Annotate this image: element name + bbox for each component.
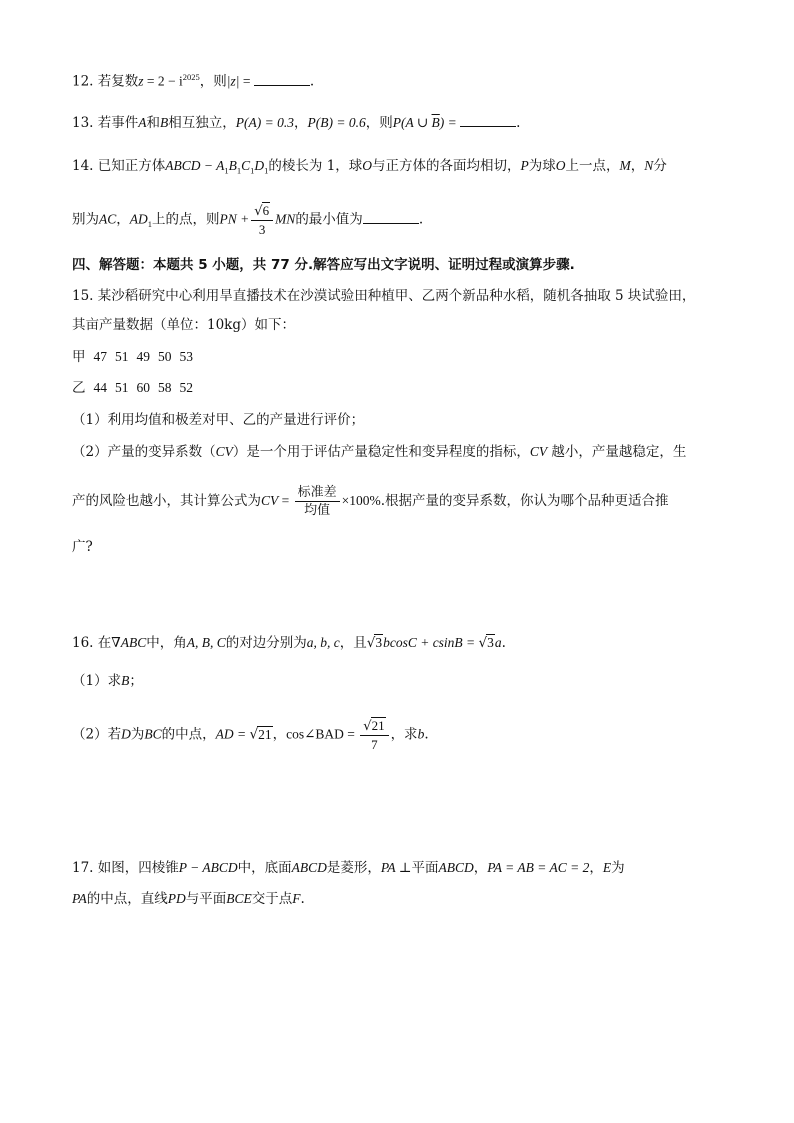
question-17-line2: [72, 889, 305, 909]
triangle-ABC: ∇ABC: [111, 635, 147, 650]
question-12: [72, 67, 314, 92]
row-label: 乙: [72, 380, 86, 396]
q17-text5: 为: [611, 860, 625, 876]
q16-text3: 的对边分别为: [225, 635, 307, 651]
data-value: 51: [115, 349, 129, 364]
q14-line2-text: 别为: [72, 211, 99, 228]
var-b: b: [417, 726, 425, 742]
q17-text3: 是菱形，: [326, 860, 381, 876]
question-16-part1: [72, 671, 143, 691]
radical-sign: √: [249, 726, 259, 743]
q16-end: .: [501, 635, 506, 651]
data-value: 58: [158, 380, 172, 395]
data-value: 44: [93, 380, 107, 395]
data-value: 52: [179, 380, 193, 395]
q12-end: .: [309, 73, 315, 90]
q17-end: .: [300, 891, 305, 907]
prob-B: P(B) = 0.6: [307, 115, 366, 130]
segment-MN: MN: [275, 211, 296, 227]
radical-sign: √: [363, 719, 372, 734]
var-N: N: [644, 158, 654, 173]
var-M: M: [619, 158, 631, 173]
expr-AD: AD =: [215, 726, 250, 742]
question-15-line2: 其亩产量数据（单位：10kg）如下：: [72, 317, 296, 333]
q12-text: 若复数: [97, 73, 139, 90]
radicand: 6: [262, 203, 270, 218]
q14-end: .: [418, 211, 424, 228]
subscript: 1: [264, 165, 269, 176]
q16-comma: ，: [272, 726, 287, 743]
row-label: 甲: [72, 349, 86, 365]
question-14-line1: [72, 156, 667, 181]
q17-comma: ，: [473, 860, 488, 876]
var-B: B: [121, 673, 130, 688]
q16-part1-text: （1）求: [72, 673, 122, 689]
sides-abc: a, b, c: [306, 635, 340, 650]
q13-text: 若事件: [97, 115, 139, 131]
segment-PA: PA: [72, 891, 87, 906]
question-15-part2-line3: 广?: [72, 539, 93, 555]
q14-text8: 的最小值为: [295, 211, 363, 228]
fraction-sqrt6-over-3: [251, 202, 273, 238]
question-number: 12.: [72, 73, 94, 90]
cv-fraction: [295, 484, 340, 519]
q16-text2: 中，角: [146, 635, 187, 651]
fraction-sqrt21-over-7: [360, 717, 388, 753]
question-17-line1: [72, 858, 625, 878]
answer-blank: [363, 211, 419, 224]
var-A: A: [138, 115, 147, 130]
radicand: 21: [258, 726, 272, 742]
q14-text6: 分: [653, 158, 667, 174]
q14-text2: 的棱长为 1，球: [268, 158, 363, 174]
section-heading: 四、解答题：本题共 5 小题，共 77 分.解答应写出文字说明、证明过程或演算步骤.: [72, 257, 575, 273]
var-B-bar: $\overline{B}$: [431, 115, 440, 130]
data-value: 51: [115, 380, 129, 395]
var-F: F: [292, 891, 301, 906]
data-value: 53: [179, 349, 193, 364]
radical-sign: √: [366, 635, 376, 651]
q12-expr: = 2 − i: [143, 73, 183, 89]
fraction-denominator: 均值: [304, 503, 331, 518]
data-value: 50: [158, 349, 172, 364]
q12-exponent: 2025: [182, 72, 200, 82]
expr-PN: PN +: [219, 211, 250, 227]
q14-comma2: ，: [116, 211, 130, 228]
cube-d: D: [254, 158, 265, 173]
var-O: O: [555, 158, 566, 173]
q16-part2-text: （2）若: [72, 726, 122, 743]
fraction-numerator: [360, 717, 388, 736]
fraction-denominator: 3: [258, 222, 266, 237]
q17-line2-text2: 与平面: [185, 891, 227, 907]
question-13: [72, 113, 520, 133]
var-D: D: [121, 726, 131, 742]
radical-sign: √: [254, 204, 263, 219]
q17-line2-text3: 交于点: [251, 891, 293, 907]
q12-eq2: =: [239, 73, 254, 89]
expr-PA-perp: PA ⊥: [380, 860, 412, 875]
var-O: O: [362, 158, 373, 173]
q12-text2: ，则: [199, 73, 227, 90]
q13-comma: ，: [294, 115, 308, 131]
q17-text4: 平面: [411, 860, 439, 876]
plane-BCE: BCE: [226, 891, 252, 906]
cube-name: ABCD − A: [165, 158, 225, 173]
subscript: 1: [147, 219, 153, 230]
question-number: 14.: [72, 158, 94, 174]
var-E: E: [602, 860, 612, 875]
radicand: 21: [371, 718, 385, 733]
q13-text3: ，则: [365, 115, 393, 131]
prob-union-pre: P(A ∪: [392, 115, 432, 130]
q17-line2-text: 的中点，直线: [86, 891, 168, 907]
q14-text4: 为球: [528, 158, 556, 174]
fraction-denominator: 7: [371, 737, 378, 752]
data-value: 60: [136, 380, 150, 395]
q14-comma: ，: [630, 158, 645, 174]
expr-cos-BAD: cos∠BAD =: [286, 726, 359, 742]
radicand: 3: [375, 635, 383, 650]
question-15-line1: 15. 某沙稻研究中心利用旱直播技术在沙漠试验田种植甲、乙两个新品种水稻，随机各抽取 5 块试验田，: [72, 288, 696, 304]
var-CV: CV: [529, 444, 548, 459]
times-100-percent: ×100%: [341, 493, 381, 508]
q16-end: .: [424, 726, 429, 743]
q15-part2-text4: .根据产量的变异系数，你认为哪个品种更适合推: [380, 493, 669, 509]
data-row-yi: [72, 378, 201, 398]
q14-text5: 上一点，: [565, 158, 620, 174]
q15-part2-text3: 越小，产量越稳定，生: [547, 444, 687, 460]
angles-ABC: A, B, C: [186, 635, 226, 650]
radical-sign: √: [478, 635, 488, 651]
plane-ABCD: ABCD: [438, 860, 474, 875]
q16-expression: bcosC + csinB =: [383, 635, 479, 650]
q17-text: 如图，四棱锥: [97, 860, 179, 876]
fraction-numerator: 标准差: [295, 484, 340, 502]
subscript: 1: [250, 165, 255, 176]
q15-part2-text2: ）是一个用于评估产量稳定性和变异程度的指标，: [232, 444, 530, 460]
line-PD: PD: [167, 891, 186, 906]
base-ABCD: ABCD: [291, 860, 327, 875]
q16-part2-text3: 的中点，: [161, 726, 216, 743]
var-CV: CV: [261, 493, 279, 508]
q13-and: 和: [146, 115, 161, 131]
prob-A: P(A) = 0.3: [235, 115, 294, 130]
data-row-jia: [72, 347, 201, 367]
pyramid-name: P − ABCD: [178, 860, 238, 875]
q17-comma2: ，: [589, 860, 603, 876]
q14-text3: 与正方体的各面均相切，: [372, 158, 521, 174]
q15-part2-text: （2）产量的变异系数（: [72, 444, 216, 460]
q16-part2-text2: 为: [130, 726, 145, 743]
cube-b: B: [228, 158, 237, 173]
q17-text2: 中，底面: [237, 860, 292, 876]
answer-blank: [254, 73, 310, 86]
question-16-part2: [72, 717, 429, 753]
var-z: z: [138, 73, 144, 89]
q15-formula-intro: 产的风险也越小，其计算公式为: [72, 493, 261, 509]
q16-text4: ，且: [339, 635, 367, 651]
q13-text2: 相互独立，: [168, 115, 236, 131]
segment-AD1: AD: [129, 211, 148, 227]
q16-text: 在: [97, 635, 112, 651]
prob-union-post: ) =: [439, 115, 461, 130]
var-CV: CV: [215, 444, 233, 459]
q14-text: 已知正方体: [97, 158, 166, 174]
var-a: a: [494, 635, 502, 650]
question-16: [72, 633, 506, 653]
question-15-part2-line1: [72, 442, 686, 462]
fraction-numerator: [251, 202, 273, 221]
segment-BC: BC: [144, 726, 162, 742]
question-number: 17.: [72, 860, 94, 876]
var-B: B: [160, 115, 169, 130]
equals: =: [278, 493, 293, 508]
var-P: P: [520, 158, 529, 173]
question-number: 13.: [72, 115, 94, 131]
question-15-part1: （1）利用均值和极差对甲、乙的产量进行评价；: [72, 412, 365, 428]
question-15-part2-line2: [72, 484, 669, 519]
q16-part1-end: ；: [129, 673, 143, 689]
radicand: 3: [487, 635, 494, 650]
question-14-line2: [72, 202, 423, 238]
subscript: 1: [236, 165, 242, 176]
abs-z: |z|: [226, 73, 240, 89]
q16-part2-text4: ，求: [390, 726, 418, 743]
q14-text7: 上的点，则: [152, 211, 220, 228]
data-value: 47: [93, 349, 107, 364]
data-value: 49: [136, 349, 150, 364]
subscript: 1: [224, 165, 229, 176]
cube-c: C: [241, 158, 251, 173]
q13-end: .: [516, 115, 521, 131]
segment-AC: AC: [99, 211, 117, 227]
question-number: 16.: [72, 635, 94, 651]
expr-lengths: PA = AB = AC = 2: [487, 860, 590, 875]
answer-blank: [460, 114, 516, 127]
